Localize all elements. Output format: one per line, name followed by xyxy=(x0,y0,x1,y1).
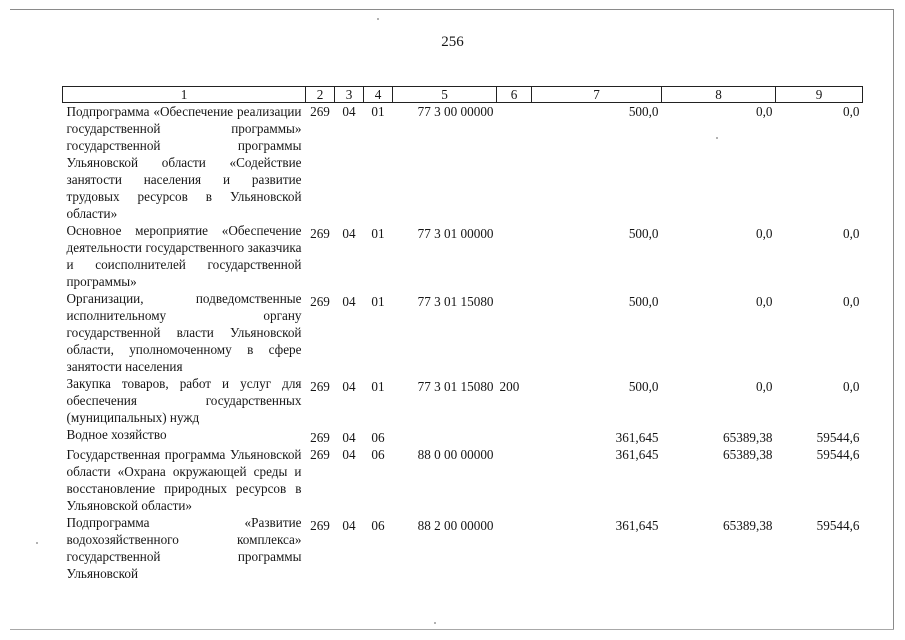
row-value-8: 65389,38 xyxy=(723,430,773,445)
scan-speck xyxy=(36,542,38,544)
page-number: 256 xyxy=(441,34,464,50)
row-gr: 269 xyxy=(310,518,330,533)
row-name: Государственная программа Ульяновской области «Охрана окружающей среды и восстановление природных ресурсов в Ульяновской области» xyxy=(66,447,302,513)
row-pr: 01 xyxy=(371,104,385,119)
row-cs: 77 3 00 00000 xyxy=(417,104,494,119)
col-header-8: 8 xyxy=(662,87,776,103)
row-value-7: 361,645 xyxy=(615,447,659,462)
row-rz: 04 xyxy=(342,447,356,462)
col-header-9: 9 xyxy=(776,87,863,103)
col-header-5: 5 xyxy=(393,87,497,103)
row-cs: 77 3 01 00000 xyxy=(417,226,494,241)
row-value-8: 0,0 xyxy=(756,104,773,119)
row-value-8: 0,0 xyxy=(756,379,773,394)
row-gr: 269 xyxy=(310,104,330,119)
row-pr: 06 xyxy=(371,447,385,462)
row-vr xyxy=(497,446,532,514)
row-value-9: 0,0 xyxy=(843,104,860,119)
row-value-9: 0,0 xyxy=(843,379,860,394)
row-name: Основное мероприятие «Обеспечение деятельности государственного заказчика и соисполнителей государственной программы» xyxy=(66,223,302,289)
row-value-8: 65389,38 xyxy=(723,518,773,533)
scan-speck xyxy=(377,18,379,20)
row-vr xyxy=(497,514,532,582)
row-vr xyxy=(497,222,532,290)
row-value-8: 0,0 xyxy=(756,294,773,309)
table-row xyxy=(63,446,863,514)
row-cs: 88 0 00 00000 xyxy=(417,447,494,462)
row-value-7: 361,645 xyxy=(615,518,659,533)
row-cs xyxy=(393,426,497,446)
row-rz: 04 xyxy=(342,294,356,309)
row-gr: 269 xyxy=(310,226,330,241)
row-gr: 269 xyxy=(310,430,330,445)
table-row xyxy=(63,426,863,446)
scan-border-right xyxy=(893,9,894,629)
row-value-7: 500,0 xyxy=(628,294,659,309)
row-cs: 77 3 01 15080 xyxy=(417,379,494,394)
col-header-2: 2 xyxy=(306,87,335,103)
scan-border-top xyxy=(10,9,894,10)
scan-border-bottom xyxy=(10,629,894,630)
row-vr xyxy=(497,290,532,375)
column-number-row xyxy=(63,87,863,103)
row-vr xyxy=(497,103,532,223)
col-header-1: 1 xyxy=(63,87,306,103)
row-vr: 200 xyxy=(499,379,520,394)
row-value-7: 500,0 xyxy=(628,226,659,241)
col-header-7: 7 xyxy=(532,87,662,103)
col-header-3: 3 xyxy=(335,87,364,103)
row-name: Подпрограмма «Обеспечение реализации государственной программы» государственной программы Ульяновской области «Содействие занятости населения и развитие трудовых ресурсов в Ульяновской области» xyxy=(66,104,302,221)
col-header-6: 6 xyxy=(497,87,532,103)
table-row xyxy=(63,514,863,582)
row-gr: 269 xyxy=(310,447,330,462)
row-name: Водное хозяйство xyxy=(66,427,167,442)
row-rz: 04 xyxy=(342,379,356,394)
row-value-7: 500,0 xyxy=(628,379,659,394)
row-value-9: 59544,6 xyxy=(816,518,860,533)
table-row xyxy=(63,375,863,426)
row-pr: 01 xyxy=(371,294,385,309)
row-value-9: 59544,6 xyxy=(816,447,860,462)
col-header-4: 4 xyxy=(364,87,393,103)
row-value-8: 0,0 xyxy=(756,226,773,241)
scan-speck xyxy=(716,137,718,139)
row-value-9: 0,0 xyxy=(843,226,860,241)
row-value-7: 361,645 xyxy=(615,430,659,445)
row-value-9: 0,0 xyxy=(843,294,860,309)
row-vr xyxy=(497,426,532,446)
table-row xyxy=(63,290,863,375)
row-pr: 06 xyxy=(371,430,385,445)
row-name: Закупка товаров, работ и услуг для обеспечения государственных (муниципальных) нужд xyxy=(66,376,302,425)
table-row xyxy=(63,103,863,223)
row-value-8: 65389,38 xyxy=(723,447,773,462)
row-gr: 269 xyxy=(310,379,330,394)
row-rz: 04 xyxy=(342,226,356,241)
row-name: Подпрограмма «Развитие водохозяйственного комплекса» государственной программы Ульяновской xyxy=(66,515,302,581)
row-cs: 77 3 01 15080 xyxy=(417,294,494,309)
row-value-9: 59544,6 xyxy=(816,430,860,445)
row-name: Организации, подведомственные исполнительному органу государственной власти Ульяновской области, уполномоченному в сфере занятости населения xyxy=(66,291,302,374)
row-rz: 04 xyxy=(342,430,356,445)
row-pr: 01 xyxy=(371,226,385,241)
scan-speck xyxy=(434,622,436,624)
row-pr: 06 xyxy=(371,518,385,533)
row-rz: 04 xyxy=(342,104,356,119)
table-row xyxy=(63,222,863,290)
budget-table xyxy=(62,86,863,582)
row-value-7: 500,0 xyxy=(628,104,659,119)
row-pr: 01 xyxy=(371,379,385,394)
row-rz: 04 xyxy=(342,518,356,533)
row-gr: 269 xyxy=(310,294,330,309)
row-cs: 88 2 00 00000 xyxy=(417,518,494,533)
